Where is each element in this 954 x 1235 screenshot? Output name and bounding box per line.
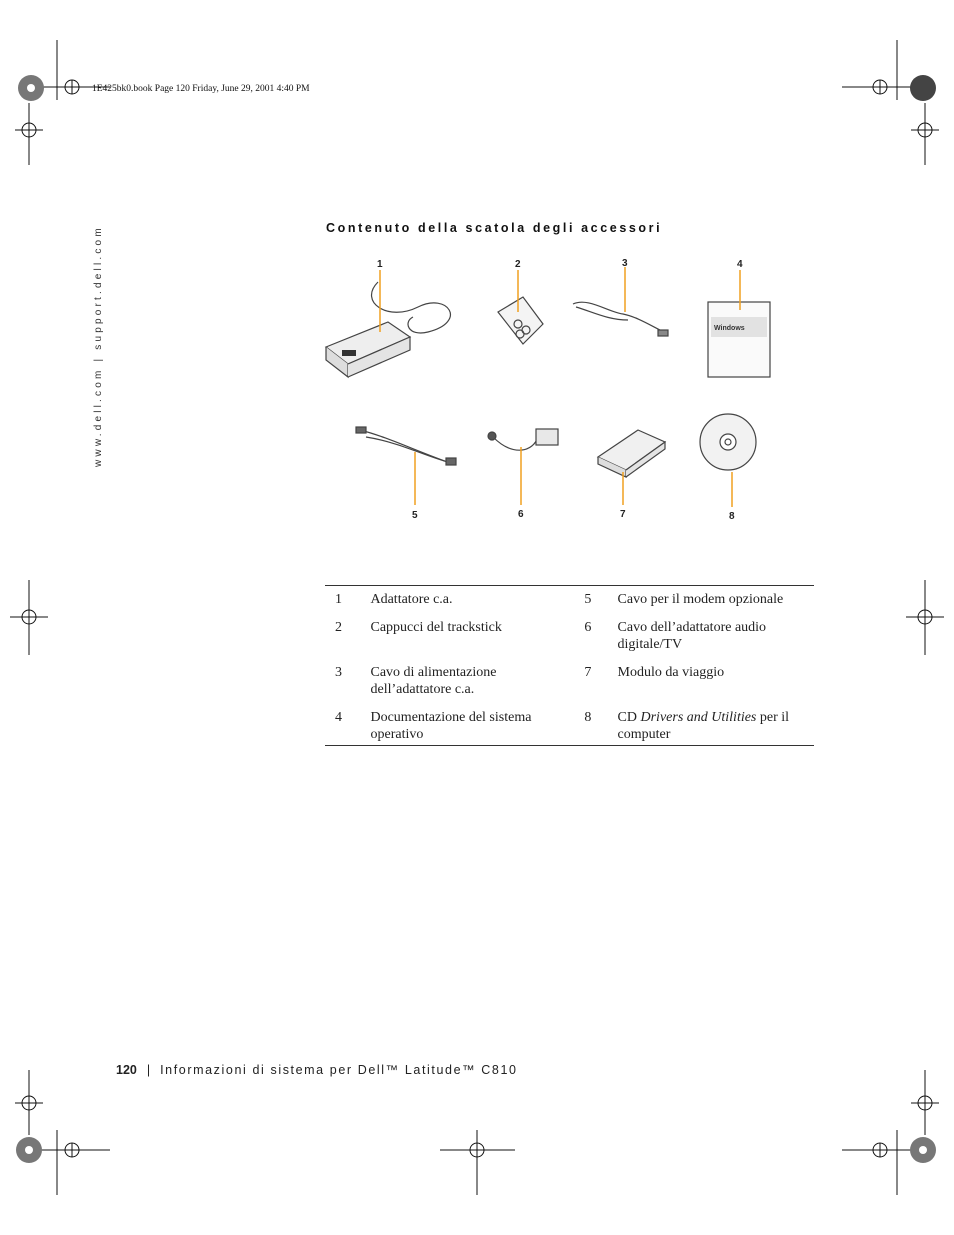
sidebar-url (93, 222, 109, 467)
accessories-legend-table (325, 585, 814, 746)
item-description: Modulo da viaggio (617, 665, 725, 680)
item-number: 7 (584, 665, 592, 680)
audio-tv-cable (493, 437, 538, 450)
documentation-box (708, 302, 770, 377)
callout-5: 5 (412, 510, 418, 521)
item-number: 5 (584, 592, 592, 607)
documentation-box-label: Windows (714, 325, 745, 332)
callout-6: 6 (518, 509, 524, 520)
item-number: 1 (335, 592, 342, 607)
table-row (325, 709, 814, 746)
callout-1: 1 (377, 259, 383, 270)
item-number: 2 (335, 620, 342, 635)
item-description: Cappucci del trackstick (370, 620, 502, 635)
section-title: Contenuto della scatola degli accessori (326, 221, 663, 235)
item-number: 8 (584, 710, 592, 725)
item-description-italic: Drivers and Utilities (640, 710, 757, 725)
table-row (325, 619, 814, 664)
item-description (618, 709, 814, 746)
item-description: Documentazione del sistema operativo (370, 710, 532, 742)
table-row (325, 586, 814, 620)
page-footer (116, 1063, 518, 1077)
accessories-illustration (318, 252, 788, 527)
item-description: Cavo di alimentazione dell’adattatore c.a. (370, 665, 497, 697)
item-description: Cavo per il modem opzionale (617, 592, 784, 607)
table-row (325, 664, 814, 709)
item-description-prefix: CD (617, 710, 641, 725)
item-number: 4 (335, 710, 342, 725)
item-number: 6 (584, 620, 592, 635)
callout-4: 4 (737, 259, 743, 270)
page-number: 120 (116, 1063, 137, 1077)
item-description: Cavo dell’adattatore audio digitale/TV (617, 620, 767, 652)
book-file-info: 1E425bk0.book Page 120 Friday, June 29, 2001 4:40 PM (92, 84, 310, 94)
footer-text: Informazioni di sistema per Dell™ Latitude™ C810 (160, 1063, 518, 1077)
callout-3: 3 (622, 258, 628, 269)
callout-2: 2 (515, 259, 521, 270)
callout-8: 8 (729, 511, 735, 522)
item-description-suffix: per il computer (617, 710, 790, 742)
item-description: Adattatore c.a. (370, 592, 453, 607)
sidebar-url-text: www.dell.com | support.dell.com (93, 225, 104, 467)
footer-separator: | (146, 1063, 151, 1077)
callout-7: 7 (620, 509, 626, 520)
item-number: 3 (335, 665, 342, 680)
power-cable (573, 302, 668, 334)
